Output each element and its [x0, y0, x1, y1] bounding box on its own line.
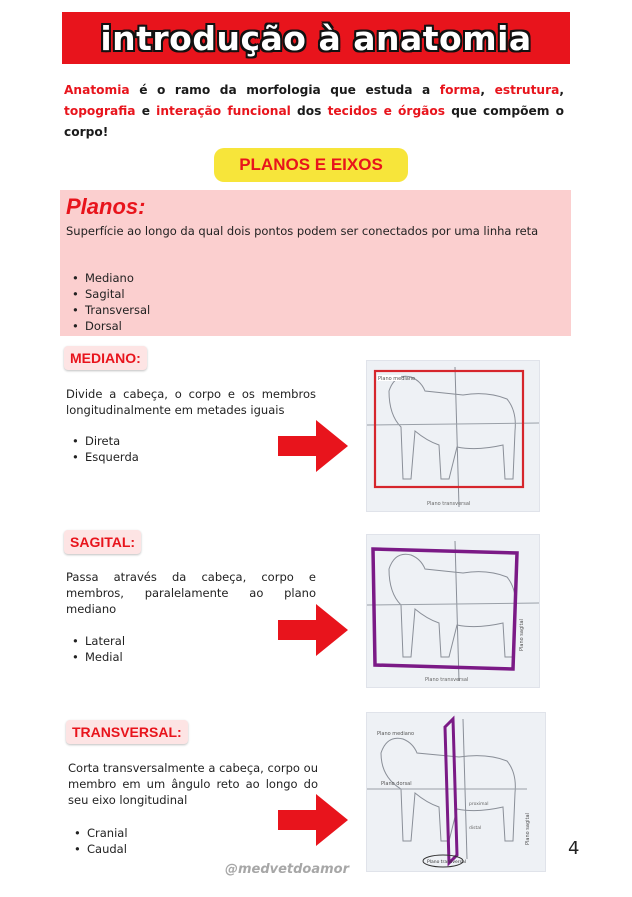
mediano-list	[66, 433, 139, 465]
planos-list	[66, 270, 150, 334]
dog-sagital-figure	[366, 534, 540, 688]
page-number: 4	[568, 838, 580, 859]
list-item: • Sagital	[66, 286, 150, 302]
list-item: • Transversal	[66, 302, 150, 318]
intro-text: e	[135, 104, 157, 118]
highlight-term: interação funcional	[156, 104, 291, 118]
highlight-term: Anatomia	[64, 83, 130, 97]
highlight-term: estrutura	[494, 83, 560, 97]
page-title: introdução à anatomia	[100, 18, 532, 58]
intro-text: ,	[480, 83, 495, 97]
section-pill: PLANOS E EIXOS	[214, 148, 408, 182]
dog-mediano-figure	[366, 360, 540, 512]
page-title-banner	[62, 12, 570, 64]
figure-label: Plano transversal	[425, 677, 469, 683]
arrow-right-icon	[278, 604, 350, 656]
figure-label: Plano dorsal	[381, 781, 412, 787]
dog-transversal-figure	[366, 712, 546, 872]
highlight-term: tecidos e órgãos	[327, 104, 446, 118]
sagital-description: Passa através da cabeça, corpo e membros, paralelamente ao plano mediano	[66, 570, 316, 616]
figure-label: Plano sagital	[525, 813, 531, 845]
sagital-tag: SAGITAL:	[64, 530, 141, 554]
arrow-right-icon	[278, 794, 350, 846]
intro-text: é o ramo da morfologia que estuda a	[129, 83, 440, 97]
figure-label: proximal	[469, 802, 489, 807]
list-item: • Mediano	[66, 270, 150, 286]
list-item: • Direta	[66, 433, 139, 449]
figure-label: distal	[469, 826, 482, 831]
list-item: • Lateral	[66, 633, 125, 649]
list-item: • Cranial	[68, 825, 128, 841]
intro-text: dos	[290, 104, 328, 118]
arrow-right-icon	[278, 420, 350, 472]
figure-label: Plano transversal	[427, 860, 466, 865]
author-handle: @medvetdoamor	[224, 862, 350, 877]
planos-title: Planos:	[66, 194, 146, 219]
list-item: • Esquerda	[66, 449, 139, 465]
list-item: • Caudal	[68, 841, 128, 857]
sagital-list	[66, 633, 125, 665]
transversal-tag: TRANSVERSAL:	[66, 720, 188, 744]
transversal-list	[68, 825, 128, 857]
planos-description: Superfície ao longo da qual dois pontos podem ser conectados por uma linha reta	[66, 224, 539, 238]
mediano-tag: MEDIANO:	[64, 346, 147, 370]
figure-label: Plano mediano	[378, 376, 416, 382]
figure-label: Plano transversal	[427, 501, 471, 507]
intro-text: ,	[559, 83, 564, 97]
figure-label: Plano mediano	[377, 731, 415, 737]
list-item: • Dorsal	[66, 318, 150, 334]
intro-paragraph	[64, 80, 564, 143]
planos-box	[60, 190, 571, 336]
transversal-description: Corta transversalmente a cabeça, corpo ou membro em um ângulo reto ao longo do seu eixo longitudinal	[68, 761, 318, 807]
figure-label: Plano sagital	[519, 619, 525, 651]
highlight-term: forma	[439, 83, 481, 97]
mediano-description: Divide a cabeça, o corpo e os membros longitudinalmente em metades iguais	[66, 387, 316, 417]
intro-text: que compõem o corpo!	[64, 104, 564, 139]
highlight-term: topografia	[64, 104, 136, 118]
list-item: • Medial	[66, 649, 125, 665]
